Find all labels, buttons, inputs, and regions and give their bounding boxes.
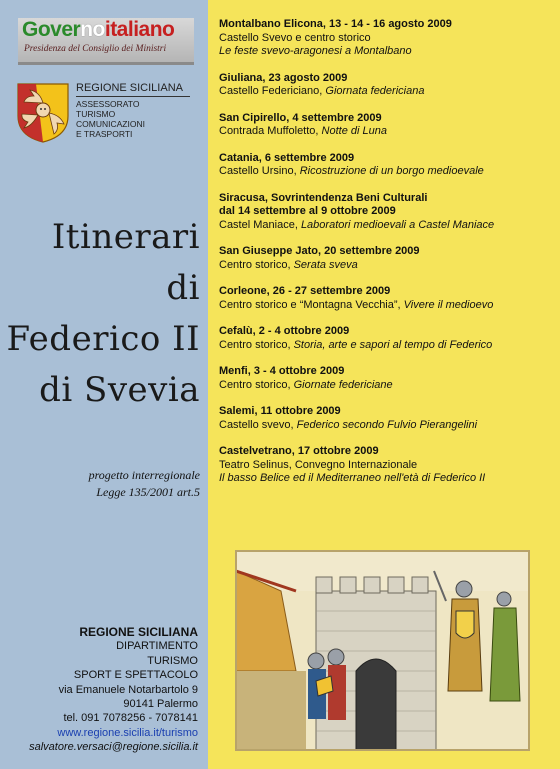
event-title: Storia, arte e sapori al tempo di Federico <box>293 338 493 351</box>
contact-line: DIPARTIMENTO <box>116 640 198 653</box>
event-place: Centro storico, <box>219 258 294 271</box>
assessorato-line: E TRASPORTI <box>76 129 133 139</box>
assessorato-line: TURISMO <box>76 109 116 119</box>
event-title: Le feste svevo-aragonesi a Montalbano <box>219 45 412 57</box>
contact-line: tel. 091 7078256 - 7078141 <box>63 712 198 725</box>
event-list <box>219 18 554 499</box>
event-item <box>219 72 554 99</box>
website-link[interactable]: www.regione.sicilia.it/turismo <box>57 726 198 739</box>
event-date: Castelvetrano, 17 ottobre 2009 <box>219 445 379 457</box>
title-line: di Svevia <box>39 370 200 410</box>
event-title: Ricostruzione di un borgo medioevale <box>299 165 484 177</box>
event-item <box>219 245 554 272</box>
project-line: Legge 135/2001 art.5 <box>96 485 200 499</box>
contact-line: SPORT E SPETTACOLO <box>73 669 198 682</box>
event-date: Menfi, 3 - 4 ottobre 2009 <box>219 365 345 377</box>
event-place: Castello svevo, <box>219 418 297 431</box>
event-date: Corleone, 26 - 27 settembre 2009 <box>219 285 391 297</box>
assessorato-line: COMUNICAZIONI <box>76 119 145 129</box>
event-date: Catania, 6 settembre 2009 <box>219 151 355 164</box>
event-place: Centro storico, <box>219 378 294 391</box>
project-info <box>89 467 200 501</box>
event-title: Il basso Belice ed il Mediterraneo nell'età di Federico II <box>219 472 486 484</box>
event-place: Castel Maniace, <box>219 218 301 231</box>
event-item <box>219 365 554 392</box>
contact-block <box>29 625 198 755</box>
event-title: Notte di Luna <box>321 125 387 137</box>
event-date-range: dal 14 settembre al 9 ottobre 2009 <box>219 205 396 217</box>
event-title: Vivere il medioevo <box>403 298 494 311</box>
event-item <box>219 405 554 432</box>
contact-line: TURISMO <box>147 654 198 667</box>
event-title: Federico secondo Fulvio Pierangelini <box>296 418 478 431</box>
assessorato-block <box>76 99 145 139</box>
poster-title <box>6 212 200 416</box>
governo-italiano-logo[interactable] <box>18 18 194 65</box>
event-date: Montalbano Elicona, 13 - 14 - 16 agosto 2009 <box>219 18 452 30</box>
event-title: Serata sveva <box>293 258 358 271</box>
event-place: Centro storico e “Montagna Vecchia”, <box>219 298 404 311</box>
event-title: Giornata federiciana <box>325 85 425 97</box>
event-item <box>219 445 554 486</box>
event-item <box>219 325 554 352</box>
event-date: Giuliana, 23 agosto 2009 <box>219 71 348 84</box>
event-place: Castello Svevo e centro storico <box>219 31 371 44</box>
event-place: Castello Ursino, <box>219 165 300 177</box>
event-date: San Giuseppe Jato, 20 settembre 2009 <box>219 245 420 257</box>
contact-line: via Emanuele Notarbartolo 9 <box>58 683 198 696</box>
title-line: Federico II <box>6 319 200 359</box>
title-line: Itinerari <box>51 217 200 257</box>
event-item <box>219 18 554 59</box>
regione-siciliana-label: REGIONE SICILIANA <box>76 82 183 94</box>
event-title: Laboratori medioevali a Castel Maniace <box>300 218 495 231</box>
governo-subtitle: Presidenza del Consiglio dei Ministri <box>24 44 167 54</box>
contact-line: 90141 Palermo <box>123 698 198 711</box>
trinacria-coat-of-arms-icon <box>16 82 70 144</box>
event-place: Castello Federiciano, <box>219 85 326 97</box>
contact-heading: REGIONE SICILIANA <box>79 625 198 639</box>
event-date: San Cipirello, 4 settembre 2009 <box>219 111 382 124</box>
event-place: Contrada Muffoletto, <box>219 125 322 137</box>
event-item <box>219 152 554 179</box>
regione-divider <box>76 96 190 97</box>
event-date: Siracusa, Sovrintendenza Beni Culturali <box>219 191 428 204</box>
governo-italiano-wordmark: Governoitaliano <box>22 18 175 41</box>
event-date: Salemi, 11 ottobre 2009 <box>219 405 341 417</box>
event-item <box>219 285 554 312</box>
event-place: Centro storico, <box>219 338 294 351</box>
event-title: Giornate federiciane <box>293 378 393 391</box>
event-date: Cefalù, 2 - 4 ottobre 2009 <box>219 325 350 337</box>
email-link[interactable]: salvatore.versaci@regione.sicilia.it <box>29 741 198 754</box>
medieval-illustration <box>235 550 530 751</box>
assessorato-line: ASSESSORATO <box>76 99 140 109</box>
event-place: Teatro Selinus, Convegno Internazionale <box>219 458 418 471</box>
event-item <box>219 112 554 139</box>
event-item <box>219 192 554 233</box>
title-line: di <box>166 268 200 308</box>
project-line: progetto interregionale <box>88 468 200 482</box>
